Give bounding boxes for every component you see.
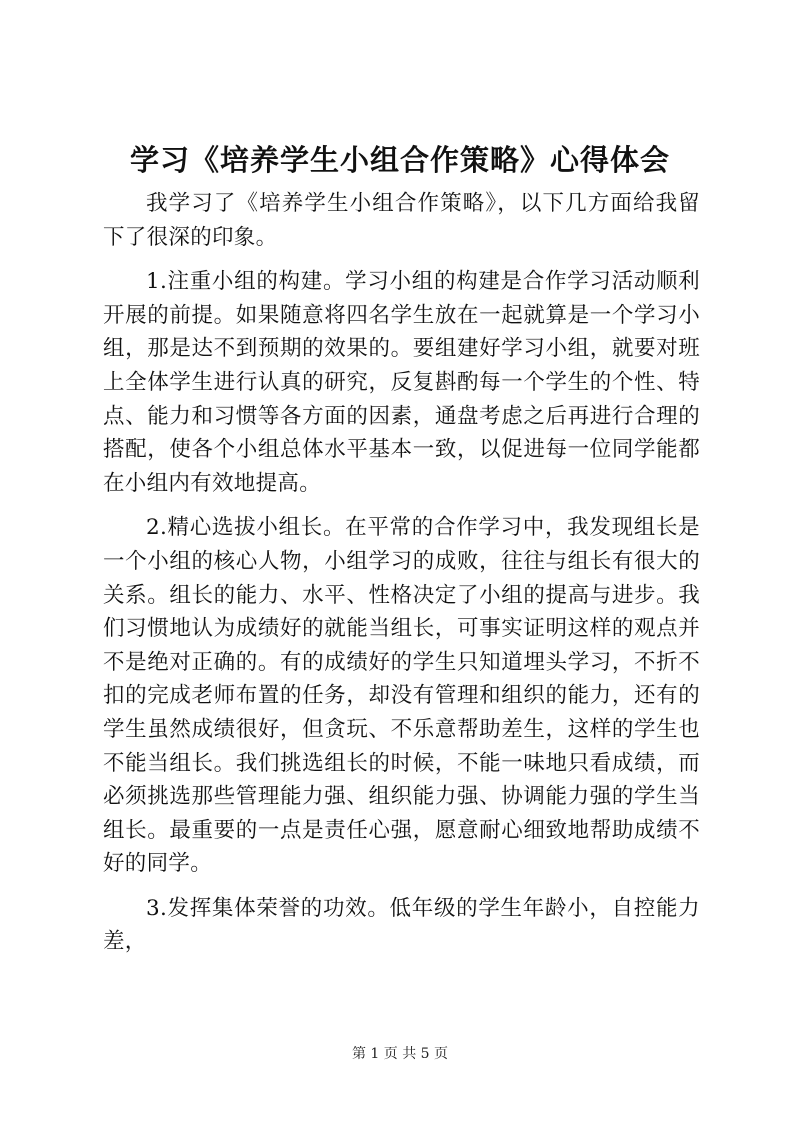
paragraph-spacer	[103, 254, 700, 265]
point-1-paragraph: 1.注重小组的构建。学习小组的构建是合作学习活动顺利开展的前提。如果随意将四名学生放在一起就算是一个学习小组，那是达不到预期的效果的。要组建好学习小组，就要对班上全体学生进行认真的研究，反复斟酌每一个学生的个性、特点、能力和习惯等各方面的因素，通盘考虑之后再进行合理的搭配，使各个小组总体水平基本一致，以促进每一位同学能都在小组内有效地提高。	[103, 269, 700, 496]
intro-paragraph: 我学习了《培养学生小组合作策略》，以下几方面给我留下了很深的印象。	[103, 191, 700, 250]
paragraph-spacer	[103, 500, 700, 511]
document-body	[103, 187, 700, 959]
point-3-paragraph: 3.发挥集体荣誉的功效。低年级的学生年龄小，自控能力差，	[103, 895, 700, 955]
paragraph-spacer	[103, 881, 700, 892]
document-title: 学习《培养学生小组合作策略》心得体会	[129, 143, 670, 177]
page-number-footer: 第 1 页 共 5 页	[351, 1046, 449, 1062]
point-2-paragraph: 2.精心选拔小组长。在平常的合作学习中，我发现组长是一个小组的核心人物，小组学习的成败，往往与组长有很大的关系。组长的能力、水平、性格决定了小组的提高与进步。我们习惯地认为成绩好的就能当组长，可事实证明这样的观点并不是绝对正确的。有的成绩好的学生只知道埋头学习，不折不扣的完成老师布置的任务，却没有管理和组织的能力，还有的学生虽然成绩很好，但贪玩、不乐意帮助差生，这样的学生也不能当组长。我们挑选组长的时候，不能一味地只看成绩，而必须挑选那些管理能力强、组织能力强、协调能力强的学生当组长。最重要的一点是责任心强，愿意耐心细致地帮助成绩不好的同学。	[103, 515, 700, 877]
